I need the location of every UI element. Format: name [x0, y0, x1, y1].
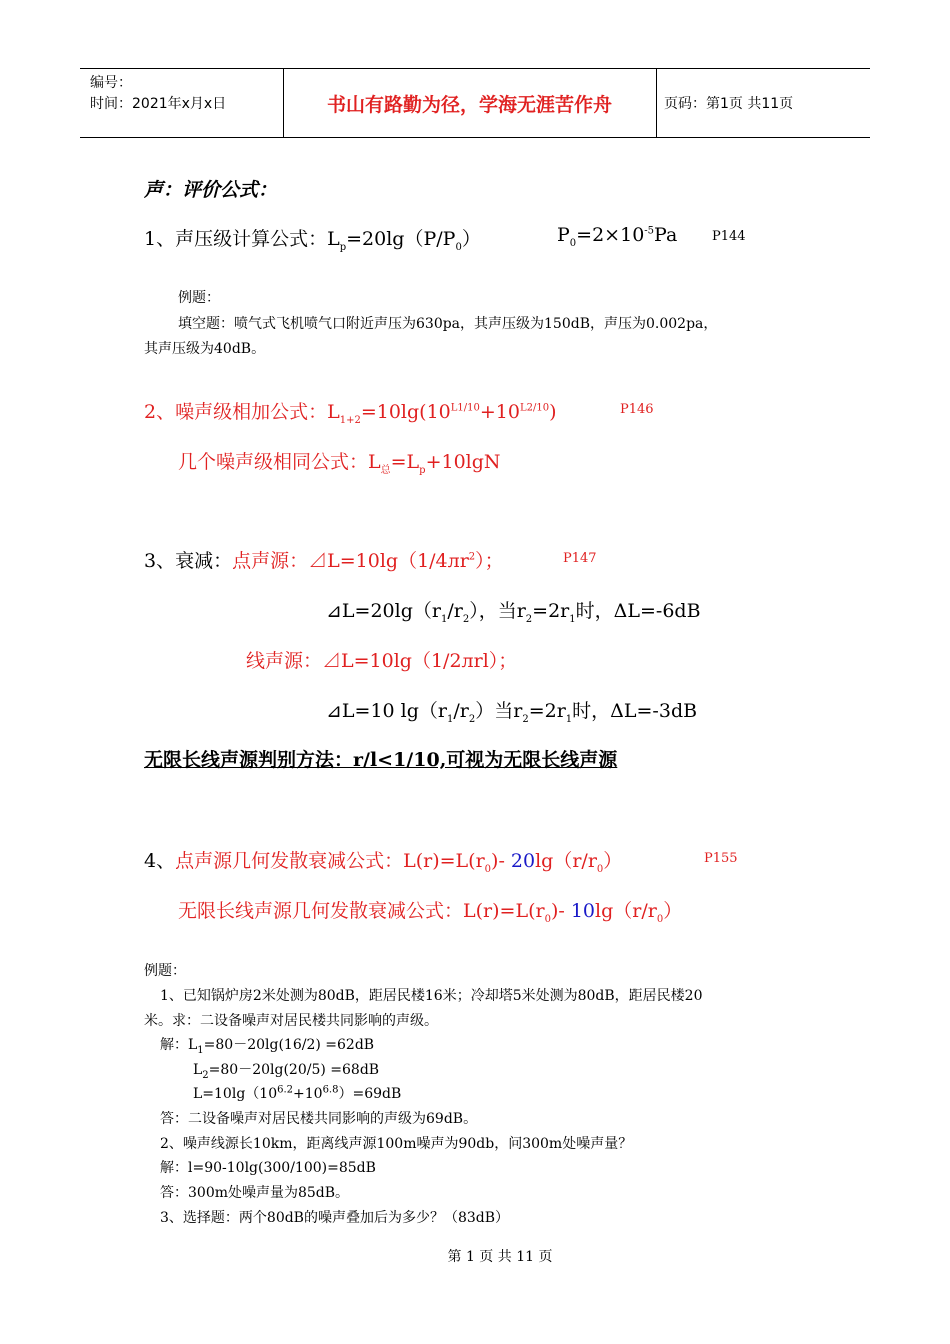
formula-text: )	[549, 401, 557, 423]
formula-text: +10	[479, 401, 520, 423]
section-title: 声：评价公式：	[144, 179, 278, 201]
superscript: 6.8	[322, 1084, 339, 1096]
formula-text: 时，ΔL=-6dB	[575, 600, 701, 622]
formula-text: )-	[491, 850, 511, 872]
formula-text: ）；	[475, 550, 504, 572]
subscript: 2	[462, 613, 470, 625]
formula-label: 3、衰减：	[144, 550, 233, 572]
formula-text: ⊿L=20lg（r	[326, 600, 441, 622]
formula-point-ratio	[326, 596, 701, 625]
superscript: L2/10	[519, 402, 550, 414]
formula-label: 4、	[144, 850, 176, 872]
formula-noise-addition	[144, 397, 557, 426]
answer-1: 答：二设备噪声对居民楼共同影响的声级为69dB。	[160, 1111, 478, 1127]
formula-text: )-	[550, 900, 571, 922]
subscript: 2	[525, 613, 533, 625]
subscript: 1	[565, 713, 573, 725]
page-ref: P144	[712, 229, 746, 244]
formula-sound-pressure-level	[144, 224, 481, 253]
solution-1-step	[160, 1034, 374, 1056]
solution-1-step	[193, 1059, 379, 1081]
formula-attenuation-point	[144, 546, 504, 573]
subscript: 2	[522, 713, 529, 725]
question-1: 1、已知锅炉房2米处测为80dB，距居民楼16米；冷却塔5米处测为80dB，距居民楼20	[160, 988, 703, 1004]
symbol: P	[557, 224, 570, 246]
formula-text: lg（r/r	[595, 900, 657, 922]
subscript: 1	[447, 713, 454, 725]
formula-text: ），当r	[469, 600, 526, 622]
subscript: 0	[455, 241, 462, 253]
solution-text: =80－20lg(20/5) =68dB	[208, 1062, 380, 1078]
formula-reference-pressure	[557, 224, 677, 249]
formula-text: 几个噪声级相同公式：L	[178, 451, 381, 473]
page-header	[80, 68, 870, 138]
formula-text: /r	[447, 600, 463, 622]
formula-text: =L	[390, 451, 420, 473]
subscript: 0	[484, 863, 492, 875]
formula-text: =10lg(10	[360, 401, 451, 423]
formula-equal-levels	[178, 447, 501, 476]
subscript: 1	[569, 613, 576, 625]
formula-text: /r	[453, 700, 469, 722]
formula-text: +10lgN	[425, 451, 501, 473]
solution-text: =80－20lg(16/2) =62dB	[203, 1037, 375, 1053]
subscript: 1+2	[339, 414, 361, 426]
formula-text: ）当r	[475, 700, 523, 722]
question-1-cont: 米。求：二设备噪声对居民楼共同影响的声级。	[144, 1013, 438, 1029]
question-2: 2、噪声线源长10km，距离线声源100m噪声为90db，问300m处噪声量？	[160, 1136, 633, 1152]
examples-head: 例题：	[144, 963, 186, 979]
example-line: 填空题：喷气式飞机喷气口附近声压为630pa，其声压级为150dB，声压为0.002pa，	[178, 316, 718, 332]
subscript: 0	[544, 913, 551, 925]
formula-text: Pa	[654, 224, 678, 246]
formula-text: =2r	[528, 700, 566, 722]
number-label: 编号：	[90, 75, 132, 91]
superscript: 2	[468, 551, 476, 563]
coefficient: 20	[510, 850, 536, 872]
header-motto: 书山有路勤为径，学海无涯苦作舟	[326, 93, 612, 116]
header-page-info: 页码：第1页 共11页	[664, 96, 794, 112]
formula-line-ratio	[326, 696, 697, 725]
superscript: L1/10	[450, 402, 480, 414]
subscript: 2	[202, 1069, 209, 1081]
subscript: 0	[656, 913, 664, 925]
solution-1-step	[193, 1083, 401, 1103]
formula-text: ）	[663, 900, 683, 922]
subscript: p	[339, 241, 347, 253]
formula-text: =20lg（P/P	[346, 228, 456, 250]
page-footer: 第 1 页 共 11 页	[447, 1249, 553, 1265]
formula-text: 点声源几何发散衰减公式：L(r)=L(r	[175, 850, 485, 872]
formula-text: ⊿L=10lg（1/4лr	[308, 550, 469, 572]
formula-label: 2、噪声级相加公式：	[144, 401, 328, 423]
solution-text: 解：L	[160, 1037, 198, 1053]
subscript: 0	[596, 863, 604, 875]
subscript: 1	[440, 613, 448, 625]
solution-text: ）=69dB	[338, 1086, 402, 1102]
time-label: 时间：2021年x月x日	[90, 96, 227, 112]
formula-label: 1、声压级计算公式：	[144, 228, 328, 250]
formula-text: ⊿L=10lg（1/2лrl）；	[322, 650, 518, 672]
subscript: 0	[569, 237, 577, 249]
solution-text: L=10lg（10	[193, 1086, 278, 1102]
page-ref: P155	[704, 851, 738, 866]
header-divider	[656, 69, 657, 137]
formula-attenuation-line	[246, 646, 517, 673]
coefficient: 10	[570, 900, 595, 922]
formula-text: lg（r/r	[535, 850, 597, 872]
formula-text: ）	[461, 228, 481, 250]
header-meta	[90, 73, 226, 115]
infinite-line-rule: 无限长线声源判别方法：r/l<1/10,可视为无限长线声源	[144, 749, 618, 771]
subscript: 总	[380, 464, 391, 476]
solution-text: +10	[293, 1086, 323, 1102]
formula-text: =2r	[532, 600, 570, 622]
superscript: -5	[644, 225, 655, 237]
subscript: p	[419, 464, 426, 476]
question-3: 3、选择题：两个80dB的噪声叠加后为多少？（83dB）	[160, 1210, 510, 1226]
solution-2: 解：l=90-10lg(300/100)=85dB	[160, 1160, 376, 1176]
symbol: L	[327, 228, 340, 250]
formula-line-divergence	[178, 896, 682, 925]
formula-text: ⊿L=10 lg（r	[326, 700, 447, 722]
solution-text: L	[193, 1062, 203, 1078]
example-head: 例题：	[178, 290, 220, 306]
formula-point-divergence	[144, 846, 622, 875]
formula-text: ）	[603, 850, 623, 872]
point-source-label: 点声源：	[232, 550, 309, 572]
symbol: L	[327, 401, 340, 423]
subscript: 1	[197, 1044, 204, 1056]
formula-text: =2×10	[576, 224, 645, 246]
superscript: 6.2	[277, 1084, 294, 1096]
example-line: 其声压级为40dB。	[144, 341, 266, 357]
formula-text: 无限长线声源几何发散衰减公式：L(r)=L(r	[178, 900, 545, 922]
page-ref: P146	[620, 402, 654, 417]
subscript: 2	[468, 713, 476, 725]
formula-text: 时，ΔL=-3dB	[572, 700, 698, 722]
answer-2: 答：300m处噪声量为85dB。	[160, 1185, 350, 1201]
line-source-label: 线声源：	[246, 650, 323, 672]
page-ref: P147	[563, 551, 597, 566]
